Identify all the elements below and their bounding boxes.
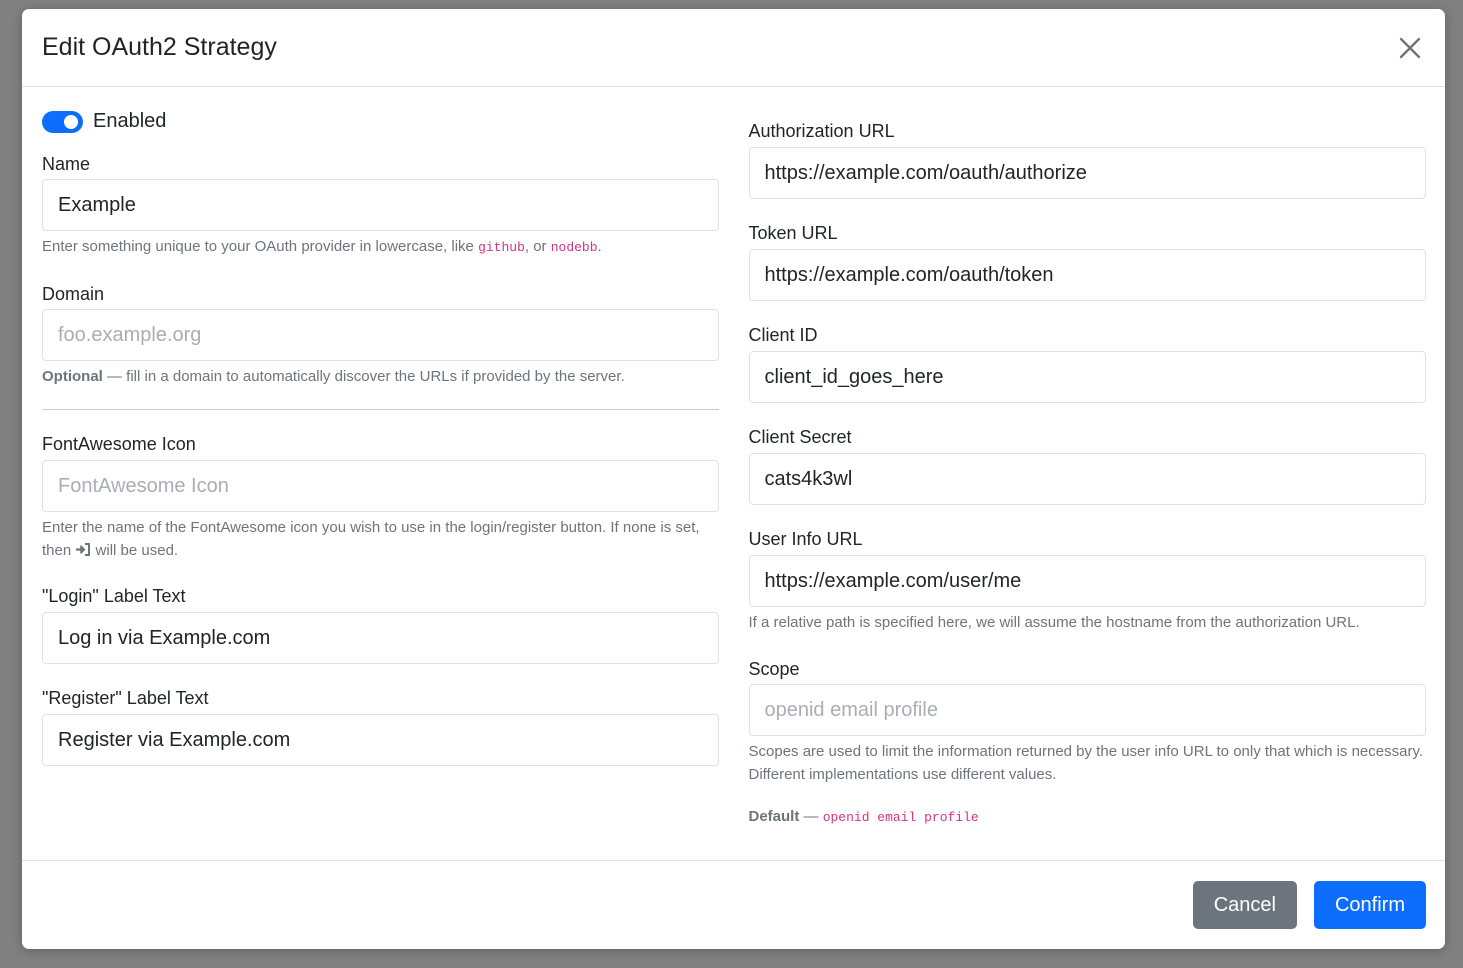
sign-in-icon (75, 543, 91, 556)
auth-url-input[interactable] (749, 147, 1426, 199)
scope-input[interactable] (749, 684, 1426, 736)
domain-label: Domain (42, 284, 105, 304)
code-nodebb: nodebb (550, 240, 598, 255)
enabled-switch[interactable] (42, 111, 83, 133)
enabled-label: Enabled (93, 110, 167, 132)
close-icon (1399, 37, 1421, 59)
domain-input[interactable] (42, 309, 719, 361)
name-input[interactable] (42, 179, 719, 231)
icon-help: Enter the name of the FontAwesome icon you wish to use in the login/register button. If none is set, then will be used. (42, 519, 700, 559)
switch-knob (64, 115, 78, 129)
modal-body (22, 87, 1445, 860)
close-button[interactable] (1395, 33, 1425, 63)
token-url-input[interactable] (749, 249, 1426, 301)
user-info-url-label: User Info URL (748, 529, 863, 549)
code-github: github (478, 240, 525, 255)
scope-default: Default — openid email profile (748, 808, 979, 825)
section-divider (42, 409, 719, 410)
icon-label: FontAwesome Icon (42, 434, 196, 454)
modal-title: Edit OAuth2 Strategy (42, 33, 277, 61)
left-column (42, 87, 719, 860)
confirm-button[interactable]: Confirm (1314, 881, 1426, 929)
modal-header (22, 9, 1445, 87)
scope-label: Scope (748, 659, 800, 679)
modal-footer (22, 860, 1445, 949)
code-scope-default: openid email profile (822, 810, 979, 825)
cancel-button[interactable]: Cancel (1193, 881, 1297, 929)
token-url-label: Token URL (748, 223, 838, 243)
edit-strategy-modal (22, 9, 1445, 949)
client-secret-label: Client Secret (748, 427, 852, 447)
icon-input[interactable] (42, 460, 719, 512)
client-id-label: Client ID (748, 325, 818, 345)
right-column (749, 87, 1426, 860)
name-help: Enter something unique to your OAuth provider in lowercase, like github, or nodebb. (42, 238, 602, 255)
scope-help: Scopes are used to limit the information returned by the user info URL to only that which is necessary. Different implementations use different values. (748, 743, 1424, 783)
user-info-url-input[interactable] (749, 555, 1426, 607)
login-label-input[interactable] (42, 612, 719, 664)
client-secret-input[interactable] (749, 453, 1426, 505)
user-info-help: If a relative path is specified here, we will assume the hostname from the authorization URL. (748, 614, 1360, 631)
login-label: "Login" Label Text (42, 586, 186, 606)
name-label: Name (42, 154, 91, 174)
enabled-toggle-row (42, 110, 166, 133)
auth-url-label: Authorization URL (748, 121, 895, 141)
domain-help: Optional — fill in a domain to automatically discover the URLs if provided by the server. (42, 368, 625, 385)
register-label-input[interactable] (42, 714, 719, 766)
client-id-input[interactable] (749, 351, 1426, 403)
register-label: "Register" Label Text (42, 688, 209, 708)
